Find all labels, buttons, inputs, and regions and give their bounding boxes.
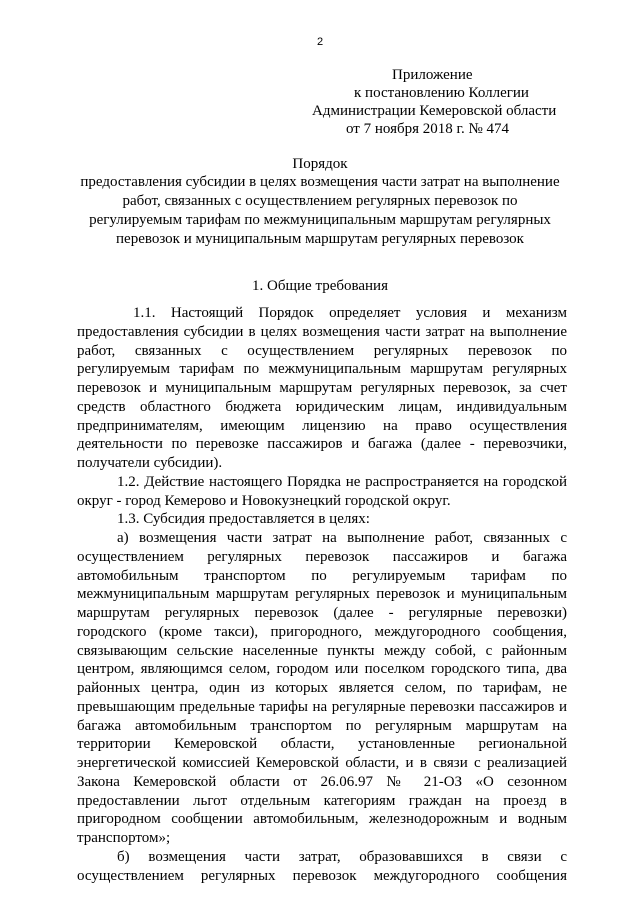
body-line: связывающим сельские населенные пункты между собой, с районным	[77, 642, 567, 659]
document-body	[77, 304, 567, 885]
body-line: предоставления субсидии в целях возмещения части затрат на выполнение	[77, 323, 567, 340]
subtitle-line: работ, связанных с осуществлением регулярных перевозок по	[122, 193, 518, 209]
body-line: межмуниципальным маршрутам регулярных перевозок и муниципальным	[77, 586, 567, 603]
body-line: 1.2. Действие настоящего Порядка не распространяется на городской	[117, 473, 567, 490]
body-line: предоставлении льгот отдельным категориям граждан на проезд в	[77, 792, 567, 809]
document-subtitle	[0, 173, 640, 249]
body-line: деятельности по перевозке пассажиров и багажа (далее - перевозчики,	[77, 436, 567, 453]
section-heading: 1. Общие требования	[252, 278, 388, 294]
body-line: осуществлением регулярных перевозок пассажиров и багажа	[77, 548, 567, 565]
subtitle-line: регулируемым тарифам по межмуниципальным маршрутам регулярных	[89, 212, 551, 228]
body-line: перевозок и муниципальным маршрутам регулярных перевозок, за счет	[77, 380, 567, 396]
body-line: 1.1. Настоящий Порядок определяет условия и механизм	[133, 305, 567, 321]
body-line: б) возмещения части затрат, образовавшихся в связи с	[117, 848, 567, 865]
subtitle-line: предоставления субсидии в целях возмещения части затрат на выполнение	[80, 174, 560, 190]
appendix-line: от 7 ноября 2018 г. № 474	[346, 121, 510, 137]
appendix-line: Приложение	[392, 67, 473, 83]
body-line: энергетической комиссией Кемеровской области, и в связи с реализацией	[77, 755, 567, 771]
body-line: районных центра, один из которых является селом, по тарифам, не	[77, 680, 567, 696]
body-line: предпринимателям, имеющим лицензию на право осуществления	[77, 417, 567, 434]
body-line: автомобильным транспортом по регулируемым тарифам по	[77, 567, 567, 584]
body-line: маршрутам регулярных перевозок (далее - регулярные перевозки)	[77, 605, 567, 621]
body-line: транспортом»;	[77, 830, 171, 846]
body-line: территории Кемеровской области, установленные региональной	[77, 736, 567, 753]
body-line: округ - город Кемерово и Новокузнецкий городской округ.	[77, 492, 451, 509]
body-line: пригородном сообщении автомобильным, железнодорожным и водным	[77, 811, 567, 828]
body-line: центром, являющимся селом, городом или поселком городского типа, два	[77, 661, 567, 678]
page-number: 2	[316, 36, 324, 48]
body-line: городского (кроме такси), пригородного, междугородного сообщения,	[77, 623, 567, 640]
subtitle-line: перевозок и муниципальным маршрутам регулярных перевозок	[116, 231, 524, 247]
document-title: Порядок	[292, 156, 348, 172]
appendix-line: к постановлению Коллегии	[354, 85, 529, 101]
body-line: средств областного бюджета юридическим лицам, индивидуальным	[77, 398, 567, 415]
body-line: работ, связанных с осуществлением регулярных перевозок по	[77, 342, 567, 359]
body-line: осуществлением регулярных перевозок междугородного сообщения	[77, 867, 567, 884]
body-line: багажа автомобильным транспортом по регулярным маршрутам на	[77, 717, 567, 734]
body-line: Закона Кемеровской области от 26.06.97 № 21-ОЗ «О сезонном	[77, 773, 567, 790]
body-line: а) возмещения части затрат на выполнение работ, связанных с	[117, 530, 567, 546]
body-line: регулируемым тарифам по межмуниципальным маршрутам регулярных	[77, 361, 567, 378]
body-line: превышающим предельные тарифы на регулярные перевозки пассажиров и	[77, 698, 567, 715]
appendix-line: Администрации Кемеровской области	[312, 103, 557, 119]
body-line: 1.3. Субсидия предоставляется в целях:	[117, 511, 370, 528]
body-line: получатели субсидии).	[77, 455, 223, 471]
